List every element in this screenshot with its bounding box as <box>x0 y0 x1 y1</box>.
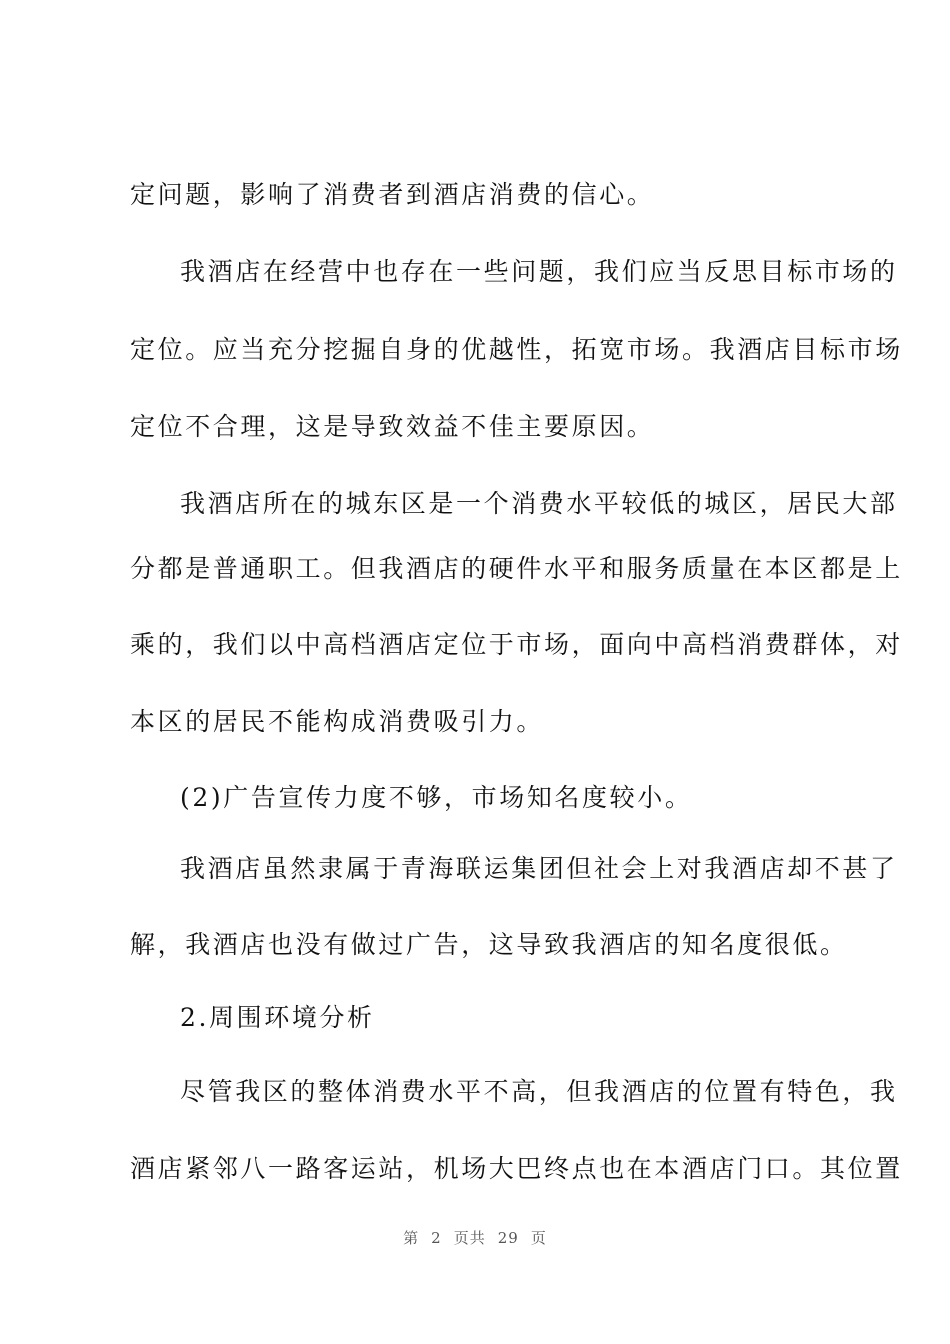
paragraph-line: 定位不合理，这是导致效益不佳主要原因。 <box>130 412 655 441</box>
page-footer <box>0 1228 950 1248</box>
section-subheading: (2)广告宣传力度不够，市场知名度较小。 <box>180 783 693 812</box>
paragraph-line: 定问题，影响了消费者到酒店消费的信心。 <box>130 180 655 209</box>
page-label-prefix: 第 <box>403 1229 420 1247</box>
page-label-suffix: 页 <box>530 1229 547 1247</box>
section-heading: 2.周围环境分析 <box>180 1003 375 1032</box>
paragraph-line: 分都是普通职工。但我酒店的硬件水平和服务质量在本区都是上 <box>130 554 903 583</box>
page-label-mid: 页共 <box>453 1229 486 1247</box>
paragraph-line: 尽管我区的整体消费水平不高，但我酒店的位置有特色，我 <box>180 1077 898 1106</box>
current-page-number: 2 <box>431 1229 442 1247</box>
paragraph-line: 乘的，我们以中高档酒店定位于市场，面向中高档消费群体，对 <box>130 630 903 659</box>
paragraph-line: 酒店紧邻八一路客运站，机场大巴终点也在本酒店门口。其位置 <box>130 1154 903 1183</box>
paragraph-line: 我酒店虽然隶属于青海联运集团但社会上对我酒店却不甚了 <box>180 854 898 883</box>
paragraph-line: 我酒店在经营中也存在一些问题，我们应当反思目标市场的 <box>180 257 898 286</box>
paragraph-line: 解，我酒店也没有做过广告，这导致我酒店的知名度很低。 <box>130 930 848 959</box>
paragraph-line: 我酒店所在的城东区是一个消费水平较低的城区，居民大部 <box>180 489 898 518</box>
paragraph-line: 本区的居民不能构成消费吸引力。 <box>130 707 545 736</box>
total-pages-number: 29 <box>497 1229 519 1247</box>
paragraph-line: 定位。应当充分挖掘自身的优越性，拓宽市场。我酒店目标市场 <box>130 335 903 364</box>
